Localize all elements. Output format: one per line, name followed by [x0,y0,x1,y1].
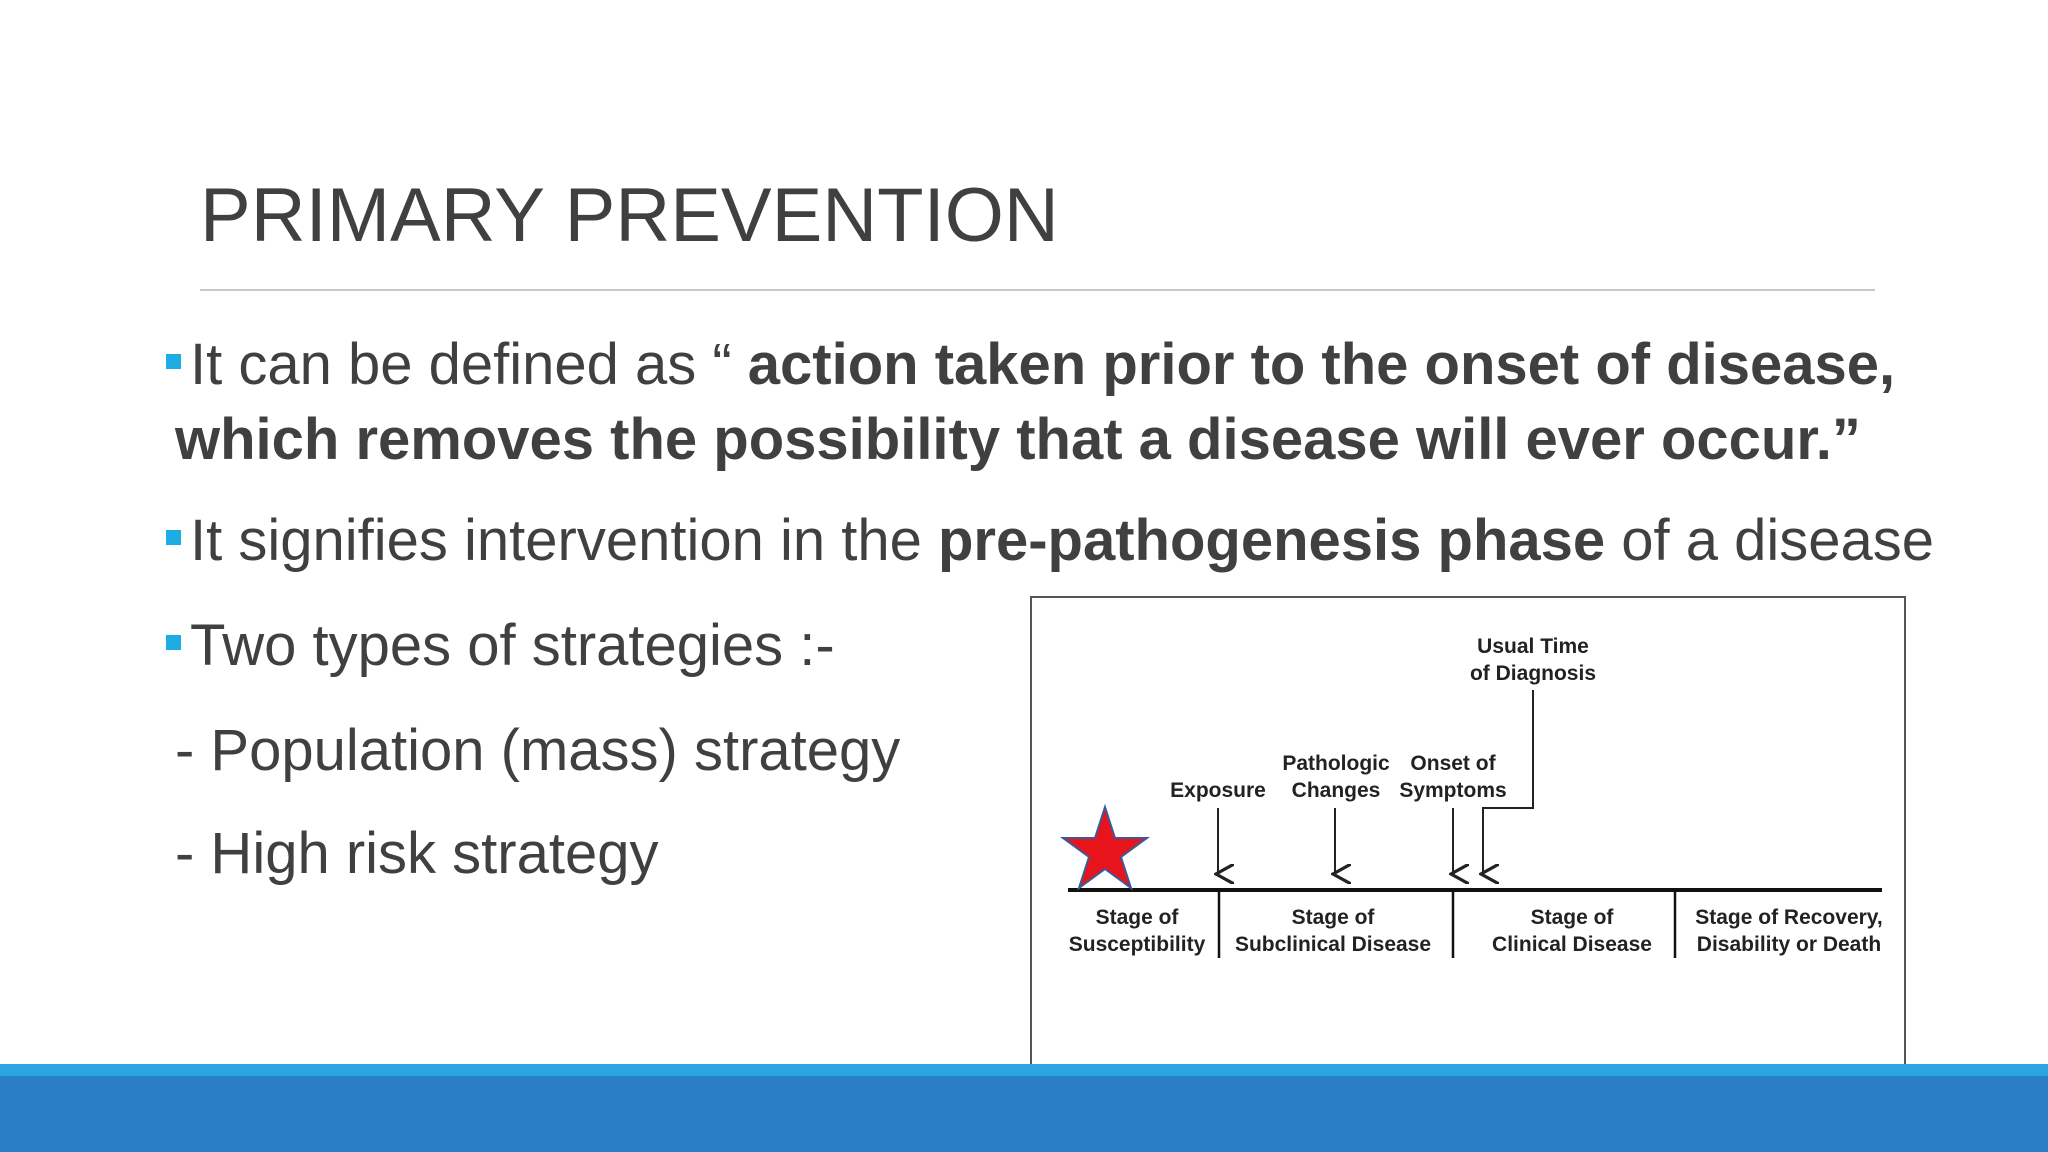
natural-history-svg [1032,598,1904,1064]
diagnosis-label-line-1: Usual Time [1477,635,1589,658]
stage-susceptibility-line-2: Susceptibility [1068,933,1206,956]
bullet-1-bold: action taken prior to the onset of disease, [747,332,1896,397]
star-icon [1063,807,1147,888]
bullet-square-icon [166,530,181,545]
bullet-1-plain: It can be defined as “ [190,332,748,397]
natural-history-diagram [1030,596,1906,1066]
onset-label-line-2: Symptoms [1399,779,1507,802]
bullet-1-line-2 [175,407,1861,472]
bullet-2-text [190,508,1935,573]
bullet-2-plain-after: of a disease [1605,508,1935,573]
bullet-3-text: Two types of strategies :- [190,613,835,678]
bullet-2-bold: pre-pathogenesis phase [937,508,1606,573]
footer-band [0,1076,2048,1152]
stage-clinical-line-2: Clinical Disease [1492,933,1652,956]
footer-band-light [0,1064,2048,1076]
stage-clinical-line-1: Stage of [1530,906,1614,929]
stage-recovery-line-2: Disability or Death [1696,933,1882,956]
bullet-1-bold-continued: which removes the possibility that a disease will ever occur.” [175,407,1861,472]
slide-title: PRIMARY PREVENTION [200,173,1059,258]
bullet-square-icon [166,635,181,650]
stage-subclinical-line-1: Stage of [1291,906,1375,929]
bullet-2-plain-before: It signifies intervention in the [190,508,938,573]
exposure-label: Exposure [1170,779,1266,802]
bullet-1-line-1 [190,332,1896,397]
title-divider [200,289,1875,291]
diagnosis-label-line-2: of Diagnosis [1469,662,1597,685]
stage-subclinical-line-2: Subclinical Disease [1234,933,1432,956]
onset-label-line-1: Onset of [1410,752,1496,775]
stage-recovery-line-1: Stage of Recovery, [1695,906,1883,929]
bullet-square-icon [166,354,181,369]
sub-item-high-risk-strategy: - High risk strategy [175,821,659,886]
stage-susceptibility-line-1: Stage of [1095,906,1179,929]
pathologic-label-line-2: Changes [1291,779,1381,802]
sub-item-population-strategy: - Population (mass) strategy [175,718,901,783]
pathologic-label-line-1: Pathologic [1282,752,1390,775]
